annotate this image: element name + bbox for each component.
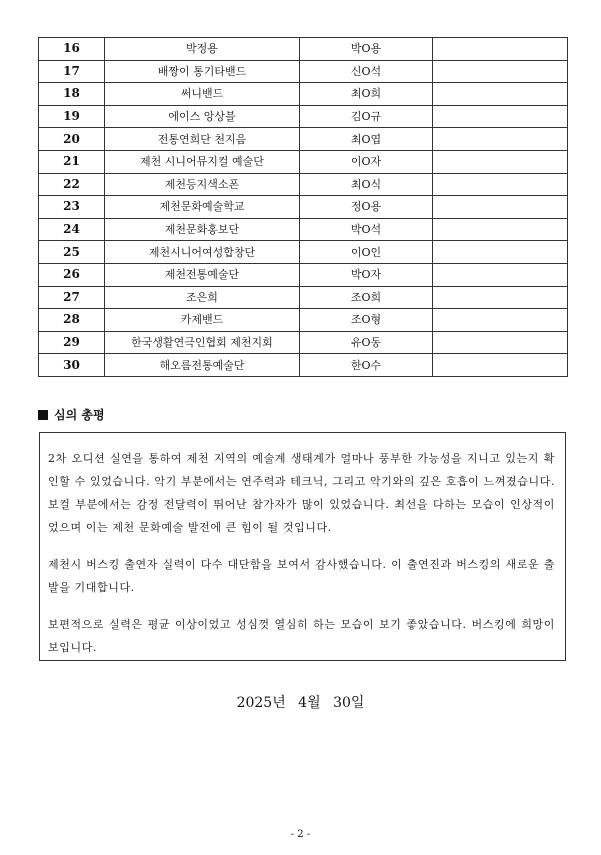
- review-title-text: 심의 총평: [54, 408, 105, 422]
- note-cell: [433, 241, 568, 264]
- representative-cell: 조O희: [300, 286, 433, 309]
- row-number-cell: 27: [39, 286, 105, 309]
- note-cell: [433, 105, 568, 128]
- review-paragraph: 보편적으로 실력은 평균 이상이었고 성심껏 열심히 하는 모습이 보기 좋았습니다. 버스킹에 희망이 보입니다.: [48, 618, 555, 654]
- row-number-cell: 16: [39, 38, 105, 61]
- row-number-cell: 23: [39, 196, 105, 219]
- table-row: [39, 38, 568, 61]
- table-row: [39, 241, 568, 264]
- team-name-cell: 제천문화홍보단: [105, 218, 300, 241]
- table-row: [39, 150, 568, 173]
- row-number-cell: 18: [39, 83, 105, 106]
- team-name-cell: 한국생활연극인협회 제천지회: [105, 331, 300, 354]
- representative-cell: 신O석: [300, 60, 433, 83]
- row-number-cell: 19: [39, 105, 105, 128]
- table-row: [39, 354, 568, 377]
- table-row: [39, 286, 568, 309]
- page-number: - 2 -: [290, 829, 311, 840]
- roster-body: [39, 38, 568, 377]
- row-number-cell: 22: [39, 173, 105, 196]
- team-name-cell: 해오름전통예술단: [105, 354, 300, 377]
- table-row: [39, 173, 568, 196]
- team-name-cell: 제천문화예술학교: [105, 196, 300, 219]
- representative-cell: 유O동: [300, 331, 433, 354]
- document-date: 2025년 4월 30일: [236, 695, 365, 711]
- table-row: [39, 309, 568, 332]
- table-row: [39, 263, 568, 286]
- representative-cell: 한O수: [300, 354, 433, 377]
- row-number-cell: 25: [39, 241, 105, 264]
- table-row: [39, 196, 568, 219]
- team-name-cell: 박정용: [105, 38, 300, 61]
- team-name-cell: 제천전통예술단: [105, 263, 300, 286]
- row-number-cell: 28: [39, 309, 105, 332]
- representative-cell: 최O식: [300, 173, 433, 196]
- note-cell: [433, 196, 568, 219]
- review-paragraph: 제천시 버스킹 출연자 실력이 다수 대단함을 보여서 감사했습니다. 이 출연진과 버스킹의 새로운 출발을 기대합니다.: [48, 558, 555, 594]
- note-cell: [433, 354, 568, 377]
- table-row: [39, 331, 568, 354]
- representative-cell: 정O용: [300, 196, 433, 219]
- representative-cell: 조O형: [300, 309, 433, 332]
- note-cell: [433, 218, 568, 241]
- representative-cell: 최O엽: [300, 128, 433, 151]
- representative-cell: 김O규: [300, 105, 433, 128]
- note-cell: [433, 286, 568, 309]
- table-row: [39, 105, 568, 128]
- table-row: [39, 218, 568, 241]
- representative-cell: 박O용: [300, 38, 433, 61]
- note-cell: [433, 309, 568, 332]
- team-name-cell: 제천 시니어뮤지컬 예술단: [105, 150, 300, 173]
- note-cell: [433, 128, 568, 151]
- table-row: [39, 83, 568, 106]
- review-section-title: [38, 406, 105, 423]
- review-paragraph: 2차 오디션 실연을 통하여 제천 지역의 예술계 생태계가 얼마나 풍부한 가능성을 지니고 있는지 확인할 수 있었습니다. 악기 부분에서는 연주력과 테크닉, 그리고 악기와의 깊은 호흡이 느껴졌습니다. 보컬 부분에서는 감정 전달력이 뛰어난 참가자가 많이 있었습니다. 최선을 다하는 모습이 인상적이었으며 이는 제천 문화예술 발전에 큰 힘이 될 것입니다.: [48, 452, 555, 534]
- row-number-cell: 29: [39, 331, 105, 354]
- representative-cell: 이O자: [300, 150, 433, 173]
- representative-cell: 박O자: [300, 263, 433, 286]
- note-cell: [433, 150, 568, 173]
- team-name-cell: 배짱이 통기타밴드: [105, 60, 300, 83]
- row-number-cell: 24: [39, 218, 105, 241]
- note-cell: [433, 331, 568, 354]
- team-name-cell: 에이스 앙상블: [105, 105, 300, 128]
- note-cell: [433, 263, 568, 286]
- representative-cell: 최O희: [300, 83, 433, 106]
- team-name-cell: 조은희: [105, 286, 300, 309]
- table-row: [39, 128, 568, 151]
- square-bullet-icon: [38, 410, 48, 420]
- roster-table: [38, 37, 568, 377]
- review-box: [39, 432, 566, 661]
- representative-cell: 이O인: [300, 241, 433, 264]
- row-number-cell: 20: [39, 128, 105, 151]
- team-name-cell: 제천시니어여성합창단: [105, 241, 300, 264]
- team-name-cell: 제천등지색소폰: [105, 173, 300, 196]
- team-name-cell: 전통연희단 천지음: [105, 128, 300, 151]
- note-cell: [433, 173, 568, 196]
- team-name-cell: 써니밴드: [105, 83, 300, 106]
- row-number-cell: 30: [39, 354, 105, 377]
- team-name-cell: 카제밴드: [105, 309, 300, 332]
- note-cell: [433, 60, 568, 83]
- table-row: [39, 60, 568, 83]
- row-number-cell: 21: [39, 150, 105, 173]
- note-cell: [433, 38, 568, 61]
- row-number-cell: 26: [39, 263, 105, 286]
- representative-cell: 박O석: [300, 218, 433, 241]
- row-number-cell: 17: [39, 60, 105, 83]
- note-cell: [433, 83, 568, 106]
